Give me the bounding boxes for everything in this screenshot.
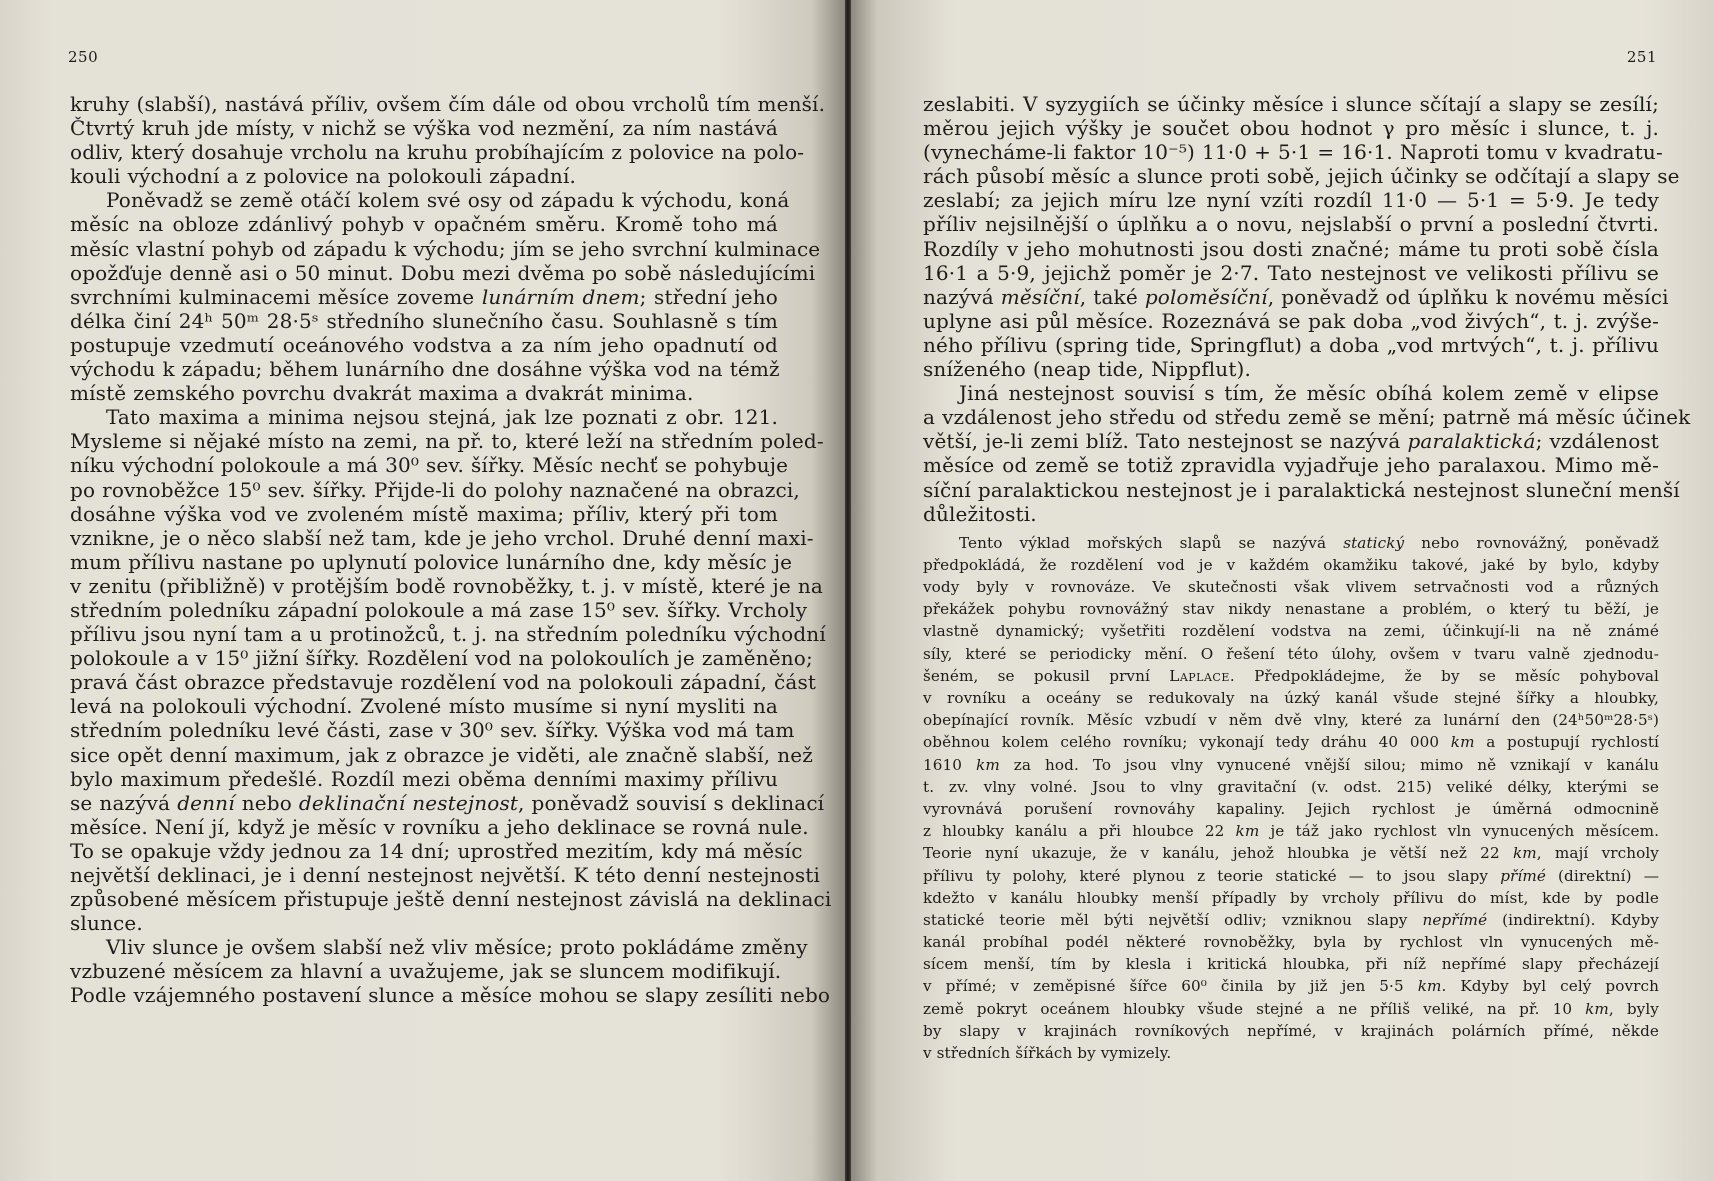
text-line xyxy=(70,646,813,671)
text-line xyxy=(923,909,1659,931)
text-line xyxy=(923,237,1659,261)
emphasis-text: paralaktická xyxy=(1407,429,1536,454)
line-text: způsobené měsícem přistupuje ještě denní nestejnost závislá na deklinaci xyxy=(70,887,832,912)
text-line xyxy=(70,260,816,285)
line-text: předpokládá, že rozdělení vod je v každém okamžiku takové, jaké by bylo, kdyby xyxy=(923,555,1659,574)
text-line xyxy=(70,212,778,236)
line-text: v středních šířkách by vymizely. xyxy=(923,1044,1172,1062)
text-line xyxy=(70,911,778,935)
line-text: postupuje vzedmutí oceánového vodstva a za ním jeho opadnutí od xyxy=(70,332,778,357)
text-line xyxy=(923,429,1659,453)
text-line xyxy=(70,188,790,213)
line-text: měsíce od země se totiž zpravidla vyjadřuje jeho paralaxou. Mimo mě- xyxy=(923,453,1659,478)
text-line xyxy=(923,842,1659,864)
line-text: Tento výklad mořských slapů se nazývá xyxy=(959,533,1327,552)
line-text: bylo maximum předešlé. Rozdíl mezi oběma denními maximy přílivu xyxy=(70,766,778,791)
emphasis-text: přímé xyxy=(1500,866,1546,885)
text-line xyxy=(923,309,1659,333)
text-line xyxy=(70,429,824,454)
line-text: t. zv. vlny volné. Jsou to vlny gravitační (v. odst. 215) veliké délky, kterými se xyxy=(923,777,1659,796)
line-text: vody byly v rovnováze. Ve skutečnosti však vlivem setrvačnosti vod a různých xyxy=(923,578,1659,597)
line-text: Poněvadž se země otáčí kolem své osy od západu k východu, koná xyxy=(106,188,790,213)
text-line xyxy=(70,140,805,165)
line-text: šeném, se pokusil první xyxy=(923,666,1150,685)
text-line xyxy=(70,622,826,647)
line-text: měsíc vlastní pohyb od západu k východu; jím se jeho svrchní kulminace xyxy=(70,236,821,261)
text-line xyxy=(923,665,1659,687)
line-text: mum přílivu nastane po uplynutí polovice lunárního dne, kdy měsíc je xyxy=(70,549,793,574)
text-line xyxy=(70,92,826,116)
line-text: levá na polokouli východní. Zvolené místo musíme si nyní mysliti na xyxy=(70,694,778,719)
line-text: kouli východní a z polovice na polokouli západní. xyxy=(70,164,577,189)
text-line xyxy=(923,188,1659,212)
line-text: za hod. To jsou vlny vynucené vnější silou; mimo ně vznikají v kanálu xyxy=(999,755,1659,774)
text-line xyxy=(923,953,1659,975)
line-text: . Předpokládejme, že by se měsíc pohyboval xyxy=(1229,666,1659,685)
line-text: síční paralaktickou nestejnost je i paralaktická nestejnost sluneční menší xyxy=(923,477,1680,502)
line-text: východu k západu; během lunárního dne dosáhne výška vod na témž xyxy=(70,357,780,382)
line-text: největší deklinaci, je i denní nestejnost největší. K této denní nestejnosti xyxy=(70,863,821,887)
line-text: Mysleme si nějaké místo na zemi, na př. to, které leží na středním poled- xyxy=(70,429,824,454)
line-text: větší, je-li zemi blíž. Tato nestejnost se nazývá xyxy=(923,429,1401,454)
line-text: 16·1 a 5·9, jejichž poměr je 2·7. Tato nestejnost ve velikosti přílivu se xyxy=(923,260,1659,285)
line-text: měsíc na obloze zdánlivý pohyb v opačném směru. Kromě toho má xyxy=(70,212,778,237)
text-line xyxy=(70,742,813,767)
text-line xyxy=(70,694,778,718)
text-line xyxy=(70,573,823,598)
line-text: zeslabiti. V syzygiích se účinky měsíce i slunce sčítají a slapy se zesílí; xyxy=(923,92,1659,116)
line-text: kruhy (slabší), nastává příliv, ovšem čím dále od obou vrcholů tím menší. xyxy=(70,92,826,116)
text-line xyxy=(923,709,1659,731)
line-text: ; střední jeho xyxy=(639,284,778,309)
text-line xyxy=(923,453,1659,477)
line-text: v rovníku a oceány se redukovaly na úzký kanál všude stejné šířky a hloubky, xyxy=(923,689,1659,707)
line-text: nebo xyxy=(234,790,299,815)
line-text: opožďuje denně asi o 50 minut. Dobu mezi dvěma po sobě následujícími xyxy=(70,260,816,285)
text-line xyxy=(70,525,814,550)
line-text: odliv, který dosahuje vrcholu na kruhu probíhajícím z polovice na polo- xyxy=(70,140,805,165)
text-line xyxy=(923,212,1659,236)
line-text: obepínající rovník. Měsíc vzbudí v něm dvě vlny, které za lunární den (24ʰ50ᵐ28·5ˢ) xyxy=(923,711,1659,730)
line-text: země pokryt oceánem hloubky všude stejné a ne příliš veliké, na př. 10 xyxy=(923,999,1573,1018)
text-line xyxy=(923,643,1659,665)
line-text: Čtvrtý kruh jde místy, v nichž se výška vod nezmění, za ním nastává xyxy=(70,116,778,141)
line-text: z hloubky kanálu a při hloubce 22 xyxy=(923,822,1225,841)
text-line xyxy=(923,687,1659,709)
line-text: , poněvadž od úplňku k novému měsíci xyxy=(1267,284,1669,309)
line-text: v zenitu (přibližně) v protějším bodě rovnoběžky, t. j. v místě, které je na xyxy=(70,573,823,598)
line-text: místě zemského povrchu dvakrát maxima a dvakrát minima. xyxy=(70,381,694,406)
line-text: přílivu ty polohy, které plynou z teorie statické — to jsou slapy xyxy=(923,866,1489,885)
emphasis-text: denní xyxy=(177,790,235,815)
text-line xyxy=(70,164,778,188)
line-text: dosáhne výška vod ve zvoleném místě maxima; příliv, který při tom xyxy=(70,501,778,526)
line-text: sníženého (neap tide, Nippflut). xyxy=(923,357,1251,382)
emphasis-text: deklinační nestejnost xyxy=(298,790,519,815)
text-line xyxy=(70,838,803,863)
text-line xyxy=(70,285,778,309)
left-page-text xyxy=(70,92,832,1008)
right-page xyxy=(851,0,1713,1181)
page-number: 250 xyxy=(68,48,99,66)
text-line xyxy=(923,865,1659,887)
line-text: Podle vzájemného postavení slunce a měsíce mohou se slapy zesíliti nebo xyxy=(70,983,831,1008)
text-line xyxy=(923,776,1659,798)
line-text: 1610 xyxy=(923,755,963,774)
text-line xyxy=(70,116,778,140)
text-line xyxy=(70,502,778,526)
line-text: , poněvadž souvisí s deklinací xyxy=(518,790,825,815)
text-line xyxy=(923,820,1659,842)
line-text: překážek pohybu rovnovážný stav nikdy nenastane a problém, o který tu běží, je xyxy=(923,600,1659,619)
line-text: Vliv slunce je ovšem slabší než vliv měsíce; proto pokládáme změny xyxy=(106,935,808,960)
text-line xyxy=(923,261,1659,285)
line-text: sice opět denní maximum, jak z obrazce je viděti, ale značně slabší, než xyxy=(70,742,813,767)
line-text: statické teorie měl býti největší odliv; vzniknou slapy xyxy=(923,910,1408,929)
text-line xyxy=(923,140,1663,165)
text-line xyxy=(923,164,1680,189)
line-text: . Kdyby byl celý povrch xyxy=(1441,977,1659,996)
text-line xyxy=(923,284,1669,309)
line-text: , také xyxy=(1079,284,1145,309)
text-line xyxy=(70,333,778,357)
line-text: , mají vrcholy xyxy=(1536,844,1659,863)
line-text: středním poledníku západní polokoule a má zase 15⁰ sev. šířky. Vrcholy xyxy=(70,597,808,622)
emphasis-text: km xyxy=(1512,844,1537,863)
text-line xyxy=(70,477,800,502)
line-text: měsíce. Není jí, když je měsíc v rovníku a jeho deklinace se rovná nule. xyxy=(70,814,809,839)
line-text: přílivu jsou nyní tam a u protinožců, t. j. na středním poledníku východní xyxy=(70,622,826,647)
line-text: rách působí měsíc a slunce proti sobě, jejich účinky se odčítají a slapy se xyxy=(923,164,1680,189)
line-text: příliv nejsilnější o úplňku a o novu, nejslabší o první a poslední čtvrti. xyxy=(923,212,1659,237)
emphasis-text: statický xyxy=(1343,533,1405,552)
text-line xyxy=(70,718,795,743)
line-text: vlastně dynamický; vyšetřiti rozdělení vodstva na zemi, účinkují-li na ně známé xyxy=(923,622,1659,641)
text-line xyxy=(923,620,1659,642)
text-line xyxy=(70,887,832,912)
right-main-text xyxy=(923,92,1691,526)
line-text: měrou jejich výšky je součet obou hodnot γ pro měsíc i slunce, t. j. xyxy=(923,116,1659,141)
page-number: 251 xyxy=(1626,48,1657,66)
text-line xyxy=(923,333,1659,357)
text-line xyxy=(70,767,778,791)
text-line xyxy=(70,309,778,333)
text-line xyxy=(923,598,1659,620)
text-line xyxy=(70,453,789,478)
text-line xyxy=(70,814,809,839)
text-line xyxy=(923,357,1659,381)
emphasis-text: měsíční xyxy=(1000,284,1080,309)
line-text: níku východní polokoule a má 30⁰ sev. šířky. Měsíc nechť se pohybuje xyxy=(70,453,789,478)
text-line xyxy=(923,381,1659,405)
line-text: To se opakuje vždy jednou za 14 dní; uprostřed mezitím, kdy má měsíc xyxy=(70,838,803,863)
text-line xyxy=(70,357,778,381)
line-text: kdežto v kanálu hloubky menší případly by vrcholy přílivu do míst, kde by podle xyxy=(923,888,1659,907)
text-line xyxy=(923,754,1659,776)
line-text: nazývá xyxy=(923,284,994,309)
text-line xyxy=(923,887,1659,909)
line-text: (indirektní). Kdyby xyxy=(1487,910,1659,929)
line-text: se nazývá xyxy=(70,790,171,815)
emphasis-text: km xyxy=(1585,999,1609,1018)
text-line xyxy=(923,532,1659,554)
line-text: vznikne, je o něco slabší než tam, kde je jeho vrchol. Druhé denní maxi- xyxy=(70,525,814,550)
text-line xyxy=(70,983,831,1008)
text-line xyxy=(923,502,1659,526)
emphasis-text: km xyxy=(1417,977,1442,996)
text-line xyxy=(70,236,821,261)
line-text: Rozdíly v jeho mohutnosti jsou dosti značné; máme tu proti sobě čísla xyxy=(923,236,1659,261)
line-text: v přímé; v zeměpisné šířce 60⁰ činila by již jen 5·5 xyxy=(923,977,1404,996)
line-text: síly, které se periodicky mění. O řešení této úlohy, ovšem v tvaru valně zjednodu- xyxy=(923,644,1659,663)
text-line xyxy=(70,790,825,815)
emphasis-text: nepřímé xyxy=(1422,910,1488,929)
text-line xyxy=(923,554,1659,576)
text-line xyxy=(70,935,808,960)
text-line xyxy=(70,959,782,984)
line-text: po rovnoběžce 15⁰ sev. šířky. Přijde-li do polohy naznačené na obrazci, xyxy=(70,477,800,502)
line-text: (direktní) — xyxy=(1545,866,1660,885)
text-line xyxy=(923,998,1659,1020)
line-text: oběhnou kolem celého rovníku; vykonají tedy dráhu 40 000 xyxy=(923,733,1440,752)
text-line xyxy=(923,576,1659,598)
line-text: zeslabí; za jejich míru lze nyní vzíti rozdíl 11·0 — 5·1 = 5·9. Je tedy xyxy=(923,188,1659,213)
line-text: by slapy v krajinách rovníkových nepřímé, v krajinách polárních přímé, někde xyxy=(923,1021,1659,1040)
line-text: vyrovnává porušení rovnováhy kapaliny. Jejich rychlost je úměrná odmocnině xyxy=(923,799,1659,818)
line-text: slunce. xyxy=(70,911,143,936)
line-text: kanál probíhal podél některé rovnoběžky, byla by rychlost vln vynucených mě- xyxy=(923,933,1659,952)
line-text: je táž jako rychlost vln vynucených měsícem. xyxy=(1259,822,1659,841)
emphasis-text: km xyxy=(976,755,1000,774)
line-text: Tato maxima a minima nejsou stejná, jak lze poznati z obr. 121. xyxy=(106,405,778,430)
line-text: (vynecháme-li faktor 10⁻⁵) 11·0 + 5·1 = 16·1. Naproti tomu v kvadratu- xyxy=(923,140,1663,165)
text-line xyxy=(70,670,817,695)
text-line xyxy=(923,1020,1659,1042)
line-text: důležitosti. xyxy=(923,501,1037,526)
line-text: svrchními kulminacemi měsíce zoveme xyxy=(70,284,475,309)
right-page-text xyxy=(923,92,1691,1064)
text-line xyxy=(923,116,1659,140)
line-text: uplyne asi půl měsíce. Rozeznává se pak doba „vod živých“, t. j. zvýše- xyxy=(923,308,1659,333)
line-text: středním poledníku levé části, zase v 30⁰ sev. šířky. Výška vod má tam xyxy=(70,718,795,743)
small-caps-name: Laplace xyxy=(1169,666,1230,685)
emphasis-text: lunárním dnem xyxy=(481,284,640,309)
text-line xyxy=(923,975,1659,997)
text-line xyxy=(923,931,1659,953)
text-line xyxy=(923,1042,1659,1064)
line-text: délka činí 24ʰ 50ᵐ 28·5ˢ středního slunečního času. Souhlasně s tím xyxy=(70,308,778,333)
text-line xyxy=(923,477,1680,502)
line-text: pravá část obrazce představuje rozdělení vod na polokouli západní, část xyxy=(70,670,817,695)
emphasis-text: km xyxy=(1450,733,1475,752)
line-text: Jiná nestejnost souvisí s tím, že měsíc obíhá kolem země v elipse xyxy=(959,381,1659,406)
emphasis-text: poloměsíční xyxy=(1144,284,1268,309)
line-text: sícem menší, tím by klesla i kritická hloubka, při níž nepřímé slapy přecházejí xyxy=(923,955,1659,974)
emphasis-text: km xyxy=(1235,822,1260,841)
line-text: Teorie nyní ukazuje, že v kanálu, jehož hloubka je větší než 22 xyxy=(923,844,1500,863)
line-text: ; vzdálenost xyxy=(1535,429,1659,454)
text-line xyxy=(70,863,821,887)
footnote-text xyxy=(923,532,1659,1065)
text-line xyxy=(923,92,1659,116)
line-text: ného přílivu (spring tide, Springflut) a doba „vod mrtvých“, t. j. přílivu xyxy=(923,332,1659,357)
left-page xyxy=(0,0,845,1181)
text-line xyxy=(70,381,778,405)
line-text: a vzdálenost jeho středu od středu země se mění; patrně má měsíc účinek xyxy=(923,405,1691,430)
line-text: polokoule a v 15⁰ jižní šířky. Rozdělení vod na polokoulích je zaměněno; xyxy=(70,646,813,671)
text-line xyxy=(923,798,1659,820)
line-text: nebo rovnovážný, poněvadž xyxy=(1404,533,1659,552)
text-line xyxy=(70,597,808,622)
line-text: , byly xyxy=(1608,999,1659,1018)
text-line xyxy=(70,549,793,574)
line-text: a postupují rychlostí xyxy=(1474,733,1659,752)
line-text: vzbuzené měsícem za hlavní a uvažujeme, jak se sluncem modifikují. xyxy=(70,959,782,984)
text-line xyxy=(70,405,778,429)
text-line xyxy=(923,731,1659,753)
text-line xyxy=(923,405,1691,430)
